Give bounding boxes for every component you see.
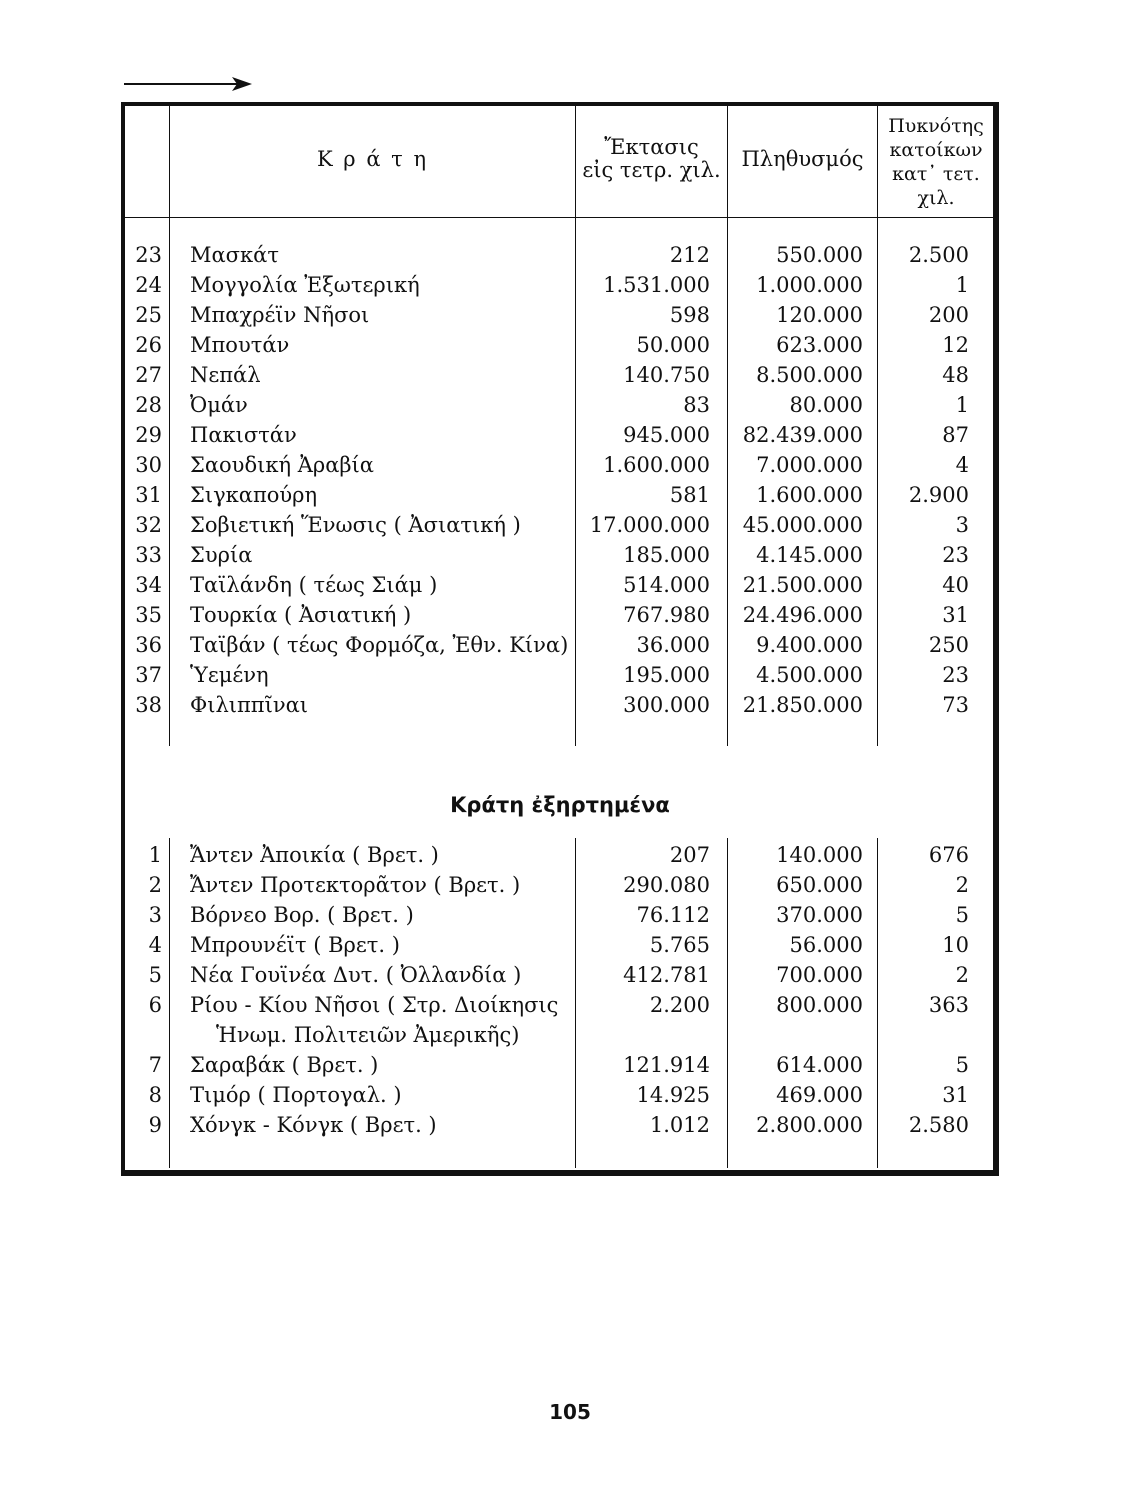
area-value: 121.914 (623, 1053, 710, 1077)
row-number: 38 (135, 693, 162, 717)
table-row (0, 390, 1140, 420)
row-number: 9 (148, 1113, 162, 1137)
density-value: 87 (942, 423, 969, 447)
area-value: 514.000 (623, 573, 710, 597)
state-name: Μπρουνέϊτ ( Βρετ. ) (190, 933, 400, 957)
density-value: 250 (928, 633, 969, 657)
state-name: Σαραβάκ ( Βρετ. ) (190, 1053, 379, 1077)
population-value: 24.496.000 (742, 603, 863, 627)
table-row (0, 930, 1140, 960)
table-row (0, 1110, 1140, 1140)
state-name: Χόνγκ - Κόνγκ ( Βρετ. ) (190, 1113, 437, 1137)
header-density: Πυκνότης κατοίκων κατ᾽ τετ. χιλ. (888, 115, 984, 209)
density-value: 5 (955, 903, 969, 927)
row-number: 35 (135, 603, 162, 627)
row-number: 29 (135, 423, 162, 447)
area-value: 140.750 (623, 363, 710, 387)
state-name: Βόρνεο Βορ. ( Βρετ. ) (190, 903, 414, 927)
area-value: 185.000 (623, 543, 710, 567)
area-value: 598 (669, 303, 710, 327)
row-number: 8 (148, 1083, 162, 1107)
population-value: 650.000 (776, 873, 863, 897)
density-value: 31 (942, 1083, 969, 1107)
row-number: 33 (135, 543, 162, 567)
area-value: 5.765 (649, 933, 710, 957)
header-rule (125, 217, 993, 218)
header-area: Ἔκτασις εἰς τετρ. χιλ. (582, 135, 721, 182)
state-name: Νεπάλ (190, 363, 261, 387)
table-row (0, 330, 1140, 360)
table-row (0, 960, 1140, 990)
area-value: 36.000 (636, 633, 710, 657)
state-name: Ἡνωμ. Πολιτειῶν Ἀμερικῆς) (216, 1023, 520, 1047)
population-value: 140.000 (776, 843, 863, 867)
row-number: 6 (148, 993, 162, 1017)
page-number: 105 (549, 1400, 591, 1424)
population-value: 1.600.000 (756, 483, 863, 507)
table-row (0, 510, 1140, 540)
row-number: 27 (135, 363, 162, 387)
state-name: Σαουδική Ἀραβία (190, 453, 374, 477)
density-value: 73 (942, 693, 969, 717)
area-value: 1.012 (649, 1113, 710, 1137)
arrow-right-icon (124, 74, 252, 94)
table-row (0, 600, 1140, 630)
population-value: 550.000 (776, 243, 863, 267)
population-value: 9.400.000 (756, 633, 863, 657)
density-value: 4 (955, 453, 969, 477)
density-value: 48 (942, 363, 969, 387)
density-value: 23 (942, 663, 969, 687)
area-value: 14.925 (636, 1083, 710, 1107)
row-number: 2 (148, 873, 162, 897)
table-row (0, 540, 1140, 570)
row-number: 34 (135, 573, 162, 597)
table-row (0, 570, 1140, 600)
area-value: 945.000 (623, 423, 710, 447)
area-value: 290.080 (623, 873, 710, 897)
state-name: Συρία (190, 543, 253, 567)
row-number: 25 (135, 303, 162, 327)
density-value: 1 (955, 393, 969, 417)
population-value: 45.000.000 (742, 513, 863, 537)
density-value: 200 (928, 303, 969, 327)
table-row (0, 420, 1140, 450)
state-name: Ὀμάν (190, 393, 248, 417)
table-row (0, 690, 1140, 720)
population-value: 80.000 (789, 393, 863, 417)
population-value: 700.000 (776, 963, 863, 987)
table-row (0, 630, 1140, 660)
row-number: 1 (148, 843, 162, 867)
row-number: 26 (135, 333, 162, 357)
area-value: 195.000 (623, 663, 710, 687)
row-number: 4 (148, 933, 162, 957)
state-name: Ἄντεν Προτεκτορᾶτον ( Βρετ. ) (190, 873, 521, 897)
area-value: 1.600.000 (603, 453, 710, 477)
population-value: 614.000 (776, 1053, 863, 1077)
density-value: 676 (928, 843, 969, 867)
population-value: 1.000.000 (756, 273, 863, 297)
population-value: 800.000 (776, 993, 863, 1017)
area-value: 2.200 (649, 993, 710, 1017)
population-value: 370.000 (776, 903, 863, 927)
row-number: 3 (148, 903, 162, 927)
table-row (0, 990, 1140, 1020)
density-value: 2.580 (908, 1113, 969, 1137)
population-value: 8.500.000 (756, 363, 863, 387)
table-row (0, 300, 1140, 330)
area-value: 412.781 (623, 963, 710, 987)
state-name: Μπαχρέϊν Νῆσοι (190, 303, 370, 327)
table-row (0, 450, 1140, 480)
density-value: 2 (955, 873, 969, 897)
header-states: Κ ρ ά τ η (316, 147, 429, 171)
state-name: Σιγκαπούρη (190, 483, 318, 507)
area-value: 17.000.000 (589, 513, 710, 537)
population-value: 21.500.000 (742, 573, 863, 597)
row-number: 7 (148, 1053, 162, 1077)
density-value: 2.500 (908, 243, 969, 267)
area-value: 50.000 (636, 333, 710, 357)
header-population: Πληθυσμός (741, 147, 864, 171)
row-number: 28 (135, 393, 162, 417)
density-value: 2 (955, 963, 969, 987)
density-value: 40 (942, 573, 969, 597)
population-value: 2.800.000 (756, 1113, 863, 1137)
state-name: Ἄντεν Ἀποικία ( Βρετ. ) (190, 843, 439, 867)
table-row (0, 870, 1140, 900)
table-row (0, 1080, 1140, 1110)
state-name: Μπουτάν (190, 333, 290, 357)
population-value: 21.850.000 (742, 693, 863, 717)
state-name: Ὑεμένη (190, 663, 269, 687)
population-value: 56.000 (789, 933, 863, 957)
table-row (0, 480, 1140, 510)
state-name: Ταϊλάνδη ( τέως Σιάμ ) (190, 573, 438, 597)
table-row (0, 270, 1140, 300)
population-value: 120.000 (776, 303, 863, 327)
row-number: 36 (135, 633, 162, 657)
row-number: 23 (135, 243, 162, 267)
area-value: 207 (669, 843, 710, 867)
density-value: 3 (955, 513, 969, 537)
density-value: 2.900 (908, 483, 969, 507)
table-row (0, 840, 1140, 870)
section-title: Κράτη ἐξηρτημένα (450, 793, 670, 817)
density-value: 10 (942, 933, 969, 957)
state-name: Ρίου - Κίου Νῆσοι ( Στρ. Διοίκησις (190, 993, 559, 1017)
state-name: Ταϊβάν ( τέως Φορμόζα, Ἐθν. Κίνα) (190, 633, 569, 657)
density-value: 5 (955, 1053, 969, 1077)
row-number: 32 (135, 513, 162, 537)
table-row (0, 900, 1140, 930)
population-value: 7.000.000 (756, 453, 863, 477)
state-name: Φιλιππῖναι (190, 693, 309, 717)
density-value: 363 (928, 993, 969, 1017)
row-number: 24 (135, 273, 162, 297)
population-value: 469.000 (776, 1083, 863, 1107)
area-value: 83 (683, 393, 710, 417)
area-value: 581 (669, 483, 710, 507)
table-row (0, 1020, 1140, 1050)
density-value: 23 (942, 543, 969, 567)
table-row (0, 240, 1140, 270)
state-name: Τουρκία ( Ἀσιατική ) (190, 603, 412, 627)
state-name: Τιμόρ ( Πορτογαλ. ) (190, 1083, 402, 1107)
state-name: Νέα Γουϊνέα Δυτ. ( Ὀλλανδία ) (190, 963, 522, 987)
state-name: Μασκάτ (190, 243, 279, 267)
area-value: 212 (669, 243, 710, 267)
population-value: 82.439.000 (742, 423, 863, 447)
population-value: 4.500.000 (756, 663, 863, 687)
table-row (0, 1050, 1140, 1080)
density-value: 1 (955, 273, 969, 297)
density-value: 12 (942, 333, 969, 357)
state-name: Μογγολία Ἐξωτερική (190, 273, 420, 297)
state-name: Πακιστάν (190, 423, 297, 447)
area-value: 1.531.000 (603, 273, 710, 297)
row-number: 5 (148, 963, 162, 987)
density-value: 31 (942, 603, 969, 627)
row-number: 37 (135, 663, 162, 687)
population-value: 4.145.000 (756, 543, 863, 567)
row-number: 30 (135, 453, 162, 477)
area-value: 300.000 (623, 693, 710, 717)
table-row (0, 360, 1140, 390)
state-name: Σοβιετική Ἕνωσις ( Ἀσιατική ) (190, 513, 521, 537)
row-number: 31 (135, 483, 162, 507)
population-value: 623.000 (776, 333, 863, 357)
area-value: 767.980 (623, 603, 710, 627)
area-value: 76.112 (636, 903, 710, 927)
table-row (0, 660, 1140, 690)
